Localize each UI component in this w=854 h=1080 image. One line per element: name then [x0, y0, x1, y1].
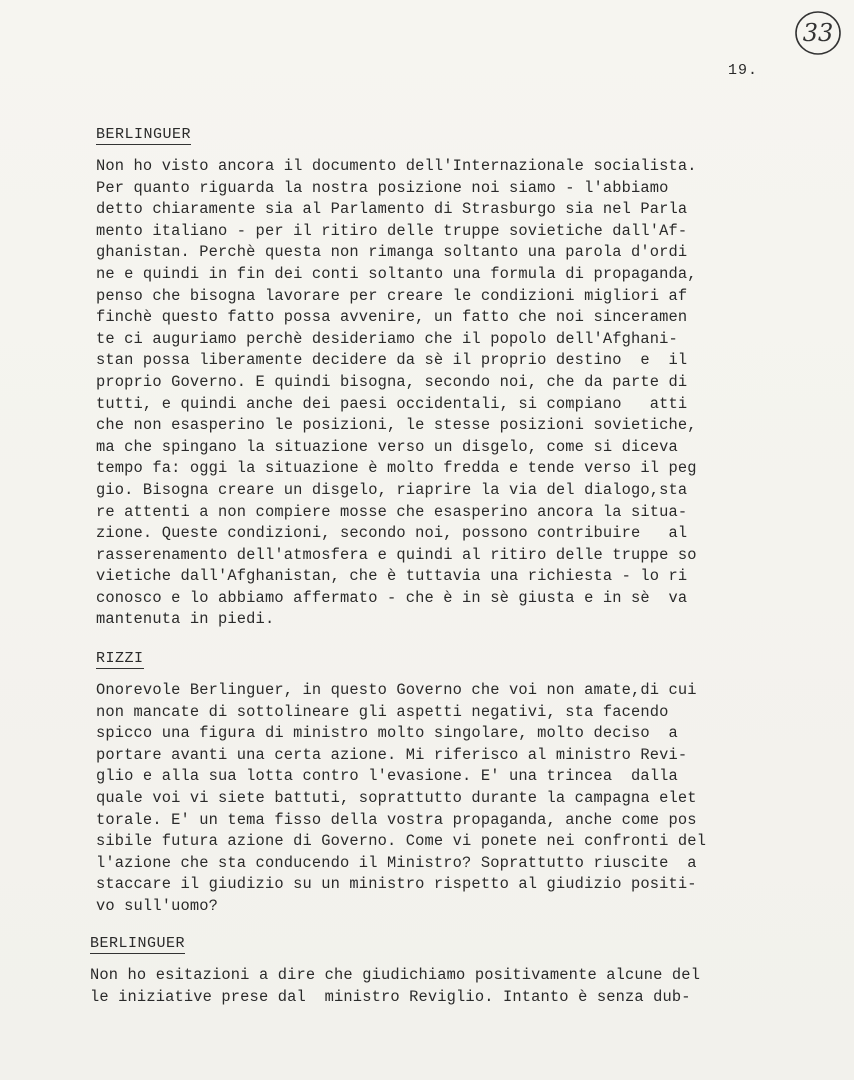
speech-paragraph	[96, 680, 786, 918]
speaker-heading: BERLINGUER	[90, 935, 186, 952]
text-line: re attenti a non compiere mosse che esasperino ancora la situa-	[96, 502, 688, 521]
text-line: tempo fa: oggi la situazione è molto fredda e tende verso il peg	[96, 459, 697, 478]
text-line: ne e quindi in fin dei conti soltanto una formula di propaganda,	[96, 264, 697, 283]
text-line: Per quanto riguarda la nostra posizione noi siamo - l'abbiamo	[96, 178, 669, 197]
text-line: stan possa liberamente decidere da sè il proprio destino e il	[96, 351, 688, 370]
text-line: mento italiano - per il ritiro delle truppe sovietiche dall'Af-	[96, 221, 688, 240]
text-line: proprio Governo. E quindi bisogna, secondo noi, che da parte di	[96, 372, 688, 391]
archive-stamp	[793, 8, 843, 58]
text-line: ma che spingano la situazione verso un disgelo, come si diceva	[96, 437, 678, 456]
text-line: conosco e lo abbiamo affermato - che è in sè giusta e in sè va	[96, 588, 688, 607]
text-line: sibile futura azione di Governo. Come vi ponete nei confronti del	[96, 832, 707, 851]
text-line: Non ho visto ancora il documento dell'Internazionale socialista.	[96, 157, 697, 175]
text-line: spicco una figura di ministro molto singolare, molto deciso a	[96, 724, 678, 743]
text-line: non mancate di sottolineare gli aspetti negativi, sta facendo	[96, 702, 669, 721]
speech-paragraph	[90, 965, 780, 1008]
page-number: 19.	[728, 62, 759, 79]
text-line: tutti, e quindi anche dei paesi occidentali, si compiano atti	[96, 394, 688, 413]
text-line: quale voi vi siete battuti, soprattutto durante la campagna elet	[96, 788, 697, 807]
text-line: staccare il giudizio su un ministro rispetto al giudizio positi-	[96, 875, 697, 894]
stamp-number: 33	[802, 19, 834, 47]
text-line: rasserenamento dell'atmosfera e quindi al ritiro delle truppe so	[96, 545, 697, 564]
text-line: detto chiaramente sia al Parlamento di Strasburgo sia nel Parla	[96, 200, 688, 219]
text-line: portare avanti una certa azione. Mi riferisco al ministro Revi-	[96, 745, 688, 764]
speech-paragraph	[96, 156, 786, 631]
text-line: finchè questo fatto possa avvenire, un fatto che noi sinceramen	[96, 308, 688, 327]
text-line: penso che bisogna lavorare per creare le condizioni migliori af	[96, 286, 688, 305]
text-line: zione. Queste condizioni, secondo noi, possono contribuire al	[96, 524, 688, 543]
text-line: vietiche dall'Afghanistan, che è tuttavia una richiesta - lo ri	[96, 567, 688, 586]
speaker-heading: RIZZI	[96, 650, 144, 667]
text-line: che non esasperino le posizioni, le stesse posizioni sovietiche,	[96, 416, 697, 435]
text-line: Non ho esitazioni a dire che giudichiamo positivamente alcune del	[90, 966, 701, 984]
text-line: Onorevole Berlinguer, in questo Governo che voi non amate,di cui	[96, 681, 697, 699]
text-line: gio. Bisogna creare un disgelo, riaprire la via del dialogo,sta	[96, 480, 688, 499]
text-line: glio e alla sua lotta contro l'evasione. E' una trincea dalla	[96, 767, 678, 786]
speaker-heading: BERLINGUER	[96, 126, 192, 143]
text-line: vo sull'uomo?	[96, 896, 219, 915]
text-line: torale. E' un tema fisso della vostra propaganda, anche come pos	[96, 810, 697, 829]
text-line: mantenuta in piedi.	[96, 610, 275, 629]
text-line: te ci auguriamo perchè desideriamo che il popolo dell'Afghani-	[96, 329, 678, 348]
text-line: l'azione che sta conducendo il Ministro? Soprattutto riuscite a	[96, 853, 697, 872]
text-line: ghanistan. Perchè questa non rimanga soltanto una parola d'ordi	[96, 243, 688, 262]
text-line: le iniziative prese dal ministro Reviglio. Intanto è senza dub-	[90, 987, 691, 1006]
